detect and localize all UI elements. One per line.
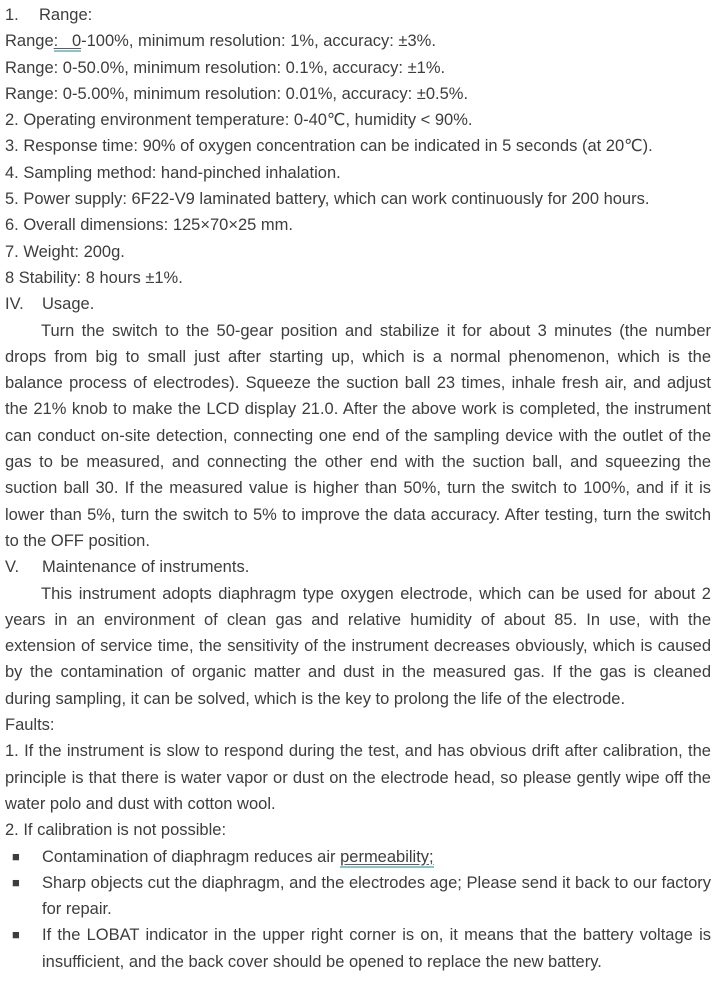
bullet1-underlined-segment: permeability;	[340, 847, 434, 866]
spec-item-dimensions: 6. Overall dimensions: 125×70×25 mm.	[5, 216, 293, 235]
section-maintenance-numeral: V.	[5, 558, 20, 577]
section-usage-title: Usage.	[42, 295, 95, 314]
spec-item-temperature: 2. Operating environment temperature: 0-40℃, humidity < 90%.	[5, 111, 473, 130]
range-line1-prefix: Range	[5, 32, 54, 51]
fault-bullet-lobat-text: If the LOBAT indicator in the upper right corner is on, it means that the battery voltage is insufficient, and the back cover should be opened to replace the new battery.	[42, 926, 711, 971]
section-usage-numeral: IV.	[5, 295, 24, 314]
spec-range-line-1	[5, 28, 711, 54]
section-maintenance-paragraph: This instrument adopts diaphragm type oxygen electrode, which can be used for about 2 years in an environment of clean gas and relative humidity of about 85. In use, with the extension of service time, the sensitivity of the instrument decreases obviously, which is caused by the contamination of organic matter and dust in the measured gas. If the gas is cleaned during sampling, it can be solved, which is the key to prolong the life of the electrode.	[5, 584, 711, 708]
fault-bullet-lobat	[5, 922, 711, 975]
fault-bullet-sharp-objects-text: Sharp objects cut the diaphragm, and the electrodes age; Please send it back to our factory for repair.	[42, 873, 711, 919]
faults-item-1: 1. If the instrument is slow to respond during the test, and has obvious drift after calibration, the principle is that there is water vapor or dust on the electrode head, so please gently wipe off the water polo and dust with cotton wool.	[5, 742, 711, 813]
section-usage-paragraph: Turn the switch to the 50-gear position and stabilize it for about 3 minutes (the number drops from big to small just after starting up, which is a normal phenomenon, which is the balance process of electrodes). Squeeze the suction ball 23 times, inhale fresh air, and adjust the 21% knob to make the LCD display 21.0. After the above work is completed, the instrument can conduct on-site detection, connecting one end of the sampling device with the outlet of the gas to be measured, and connecting the other end with the suction ball, and squeezing the suction ball 30. If the measured value is higher than 50%, turn the switch to 100%, and if it is lower than 5%, turn the switch to 5% to improve the data accuracy. After testing, turn the switch to the OFF position.	[5, 321, 711, 550]
spec-range-line-3: Range: 0-5.00%, minimum resolution: 0.01%, accuracy: ±0.5%.	[5, 84, 469, 103]
fault-bullet-sharp-objects	[5, 870, 711, 923]
fault-bullet-permeability	[5, 844, 711, 870]
spec-heading-range	[5, 2, 711, 28]
spec-item-power-supply: 5. Power supply: 6F22-V9 laminated battery, which can work continuously for 200 hours.	[5, 190, 650, 209]
bullet1-prefix: Contamination of diaphragm reduces air	[42, 847, 341, 866]
section-maintenance-heading	[5, 554, 711, 580]
spec-item-sampling-method: 4. Sampling method: hand-pinched inhalation.	[5, 163, 341, 182]
fault-bullet-permeability-text	[42, 844, 711, 870]
spec-heading-number: 1.	[5, 6, 19, 24]
section-maintenance-title: Maintenance of instruments.	[42, 558, 250, 577]
faults-item-2: 2. If calibration is not possible:	[5, 821, 227, 840]
square-bullet-icon: ■	[12, 848, 20, 864]
section-usage-heading	[5, 291, 711, 317]
spec-item-response-time: 3. Response time: 90% of oxygen concentration can be indicated in 5 seconds (at 20℃).	[5, 137, 653, 156]
range-line1-underlined-segment: : 0	[53, 32, 82, 51]
square-bullet-icon: ■	[12, 927, 20, 943]
square-bullet-icon: ■	[12, 874, 20, 890]
spec-item-weight: 7. Weight: 200g.	[5, 242, 125, 261]
spec-item-stability: 8 Stability: 8 hours ±1%.	[5, 268, 183, 287]
spec-range-line-2: Range: 0-50.0%, minimum resolution: 0.1%, accuracy: ±1%.	[5, 58, 446, 77]
spec-heading-label: Range:	[39, 6, 93, 24]
faults-label: Faults:	[5, 716, 55, 735]
range-line1-suffix: -100%, minimum resolution: 1%, accuracy: ±3%.	[81, 32, 436, 51]
